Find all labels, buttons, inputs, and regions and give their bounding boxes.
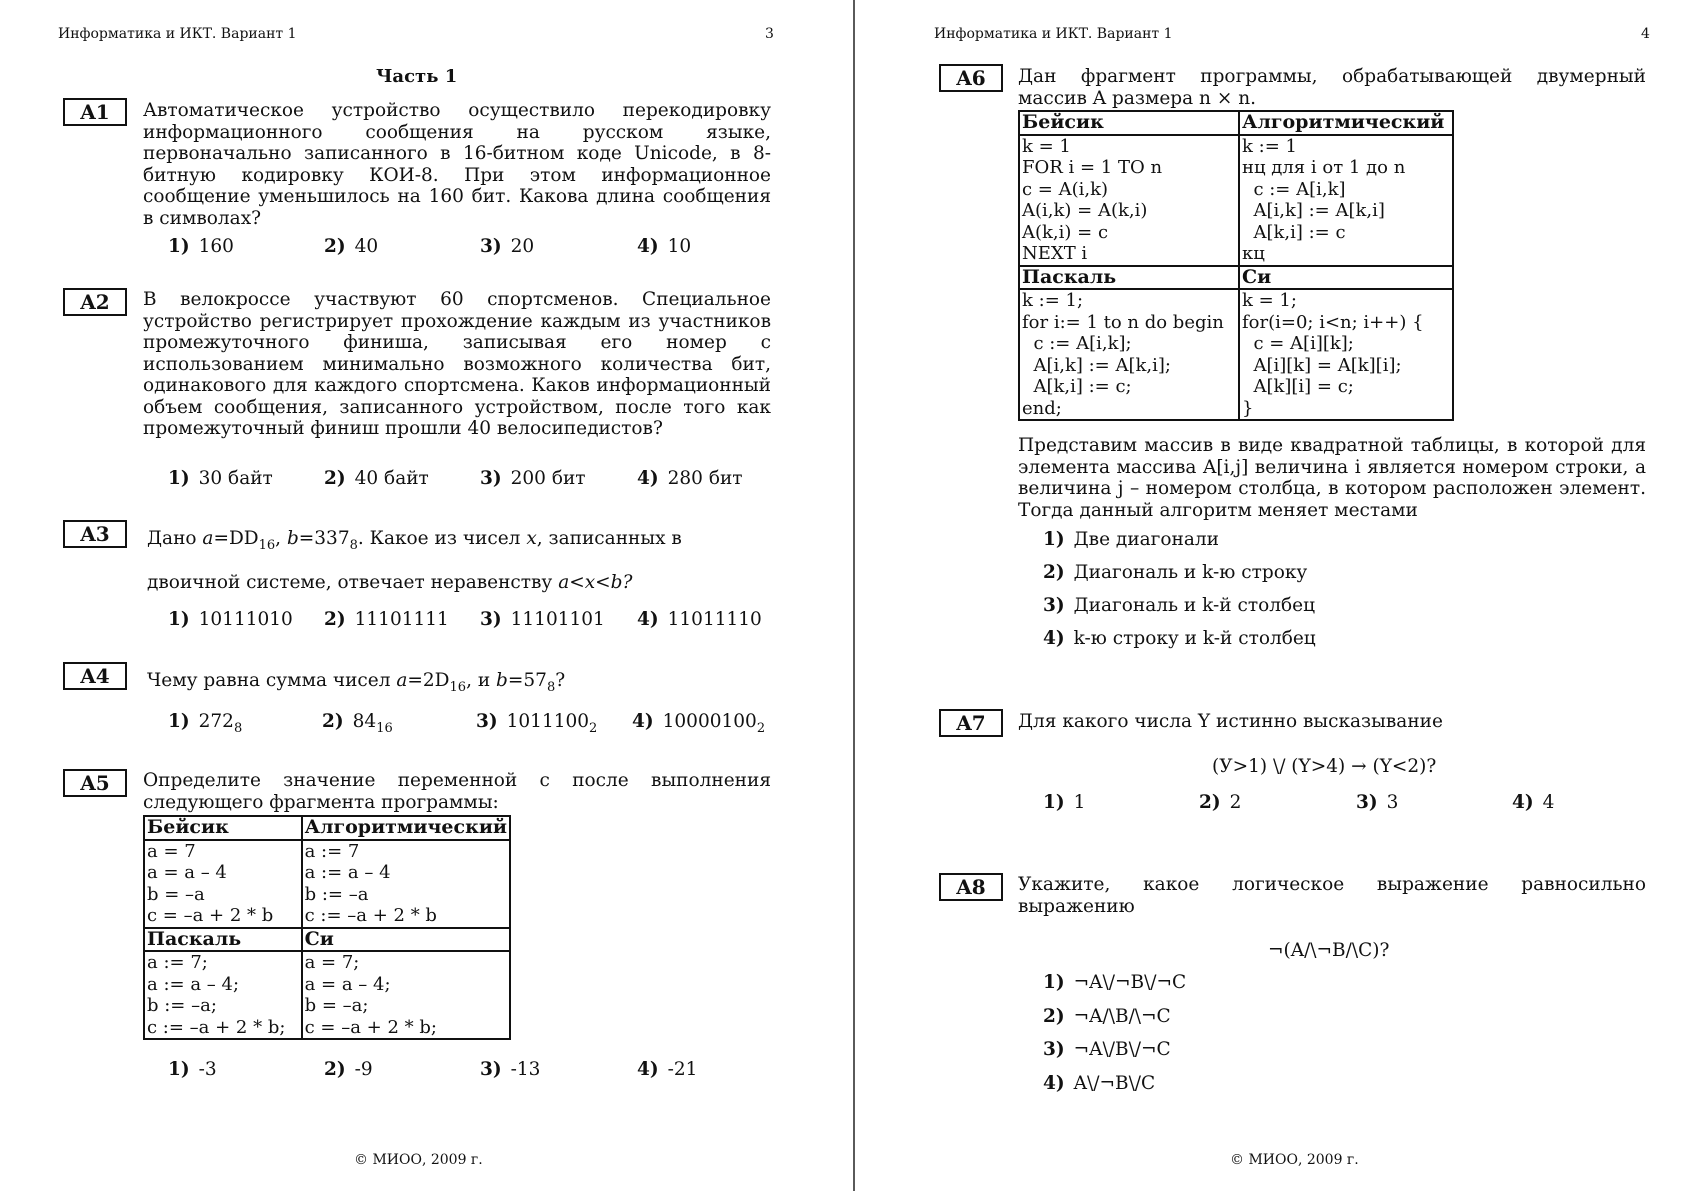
question-text-a4: Чему равна сумма чисел $a=2D_{16}$, и $b=57_8$? xyxy=(147,670,566,695)
table-header-c: Си xyxy=(1239,266,1453,290)
answer-option[interactable]: 2) ¬A/\B/\¬C xyxy=(1043,1006,1171,1027)
answer-option[interactable]: 4) -21 xyxy=(637,1059,698,1080)
question-text-a8: Укажите, какое логическое выражение равносильно выражению xyxy=(1018,874,1646,917)
answer-option[interactable]: 2) Диагональ и k-ю строку xyxy=(1043,562,1308,583)
code-cell-pascal: a := 7; a := a – 4; b := –a; c := –a + 2 * b; xyxy=(144,951,302,1039)
question-label-a4: A4 xyxy=(63,662,127,690)
code-table-a5 xyxy=(143,815,511,1040)
question-text-a3-line2: двоичной системе, отвечает неравенству a<x<b? xyxy=(147,572,633,593)
answer-option[interactable]: 1) 10111010 xyxy=(168,609,293,630)
code-cell-basic: a = 7 a = a – 4 b = –a c = –a + 2 * b xyxy=(144,840,302,928)
answer-option[interactable]: 2) 2 xyxy=(1199,792,1242,813)
answer-option[interactable]: 4) 4 xyxy=(1512,792,1555,813)
code-cell-c: a = 7; a = a – 4; b = –a; c = –a + 2 * b; xyxy=(302,951,510,1039)
table-header-algorithmic: Алгоритмический xyxy=(1239,111,1453,135)
code-cell-pascal: k := 1; for i:= 1 to n do begin c := A[i,k]; A[i,k] := A[k,i]; A[k,i] := c; end; xyxy=(1019,289,1239,420)
answer-option[interactable]: 4) A\/¬B\/C xyxy=(1043,1073,1156,1094)
page-footer: © МИОО, 2009 г. xyxy=(1230,1152,1359,1168)
answer-option[interactable]: 1) -3 xyxy=(168,1059,217,1080)
right-page xyxy=(856,0,1708,1191)
question-text-a3-line1: Дано $a=DD_{16}$, $b=337_8$. Какое из чисел x, записанных в xyxy=(147,528,682,553)
answer-option[interactable]: 2) 11101111 xyxy=(324,609,449,630)
code-cell-c: k = 1; for(i=0; i<n; i++) { c = A[i][k]; A[i][k] = A[k][i]; A[k][i] = c; } xyxy=(1239,289,1453,420)
code-cell-algorithmic: a := 7 a := a – 4 b := –a c := –a + 2 * b xyxy=(302,840,510,928)
question-text-a2: В велокроссе участвуют 60 спортсменов. Специальное устройство регистрирует прохождение каждым из участников промежуточного финиша, записывая его номер с использованием минимально возможного количества бит, одинакового для каждого спортсмена. Каков информационный объем сообщения, записанного устройством, после того как промежуточный финиш прошли 40 велосипедистов? xyxy=(143,289,771,439)
code-cell-basic: k = 1 FOR i = 1 TO n c = A(i,k) A(i,k) = A(k,i) A(k,i) = c NEXT i xyxy=(1019,135,1239,266)
answer-option[interactable]: 3) -13 xyxy=(480,1059,541,1080)
answer-option[interactable]: 1) 160 xyxy=(168,236,234,257)
answer-option[interactable]: 3) Диагональ и k-й столбец xyxy=(1043,595,1315,616)
table-header-basic: Бейсик xyxy=(144,816,302,840)
table-header-pascal: Паскаль xyxy=(144,928,302,952)
formula-a7: (У>1) \/ (Y>4) → (Y<2)? xyxy=(1212,756,1437,777)
question-text-a5: Определите значение переменной с после выполнения следующего фрагмента программы: xyxy=(143,770,771,813)
code-cell-algorithmic: k := 1 нц для i от 1 до n c := A[i,k] A[i,k] := A[k,i] A[k,i] := c кц xyxy=(1239,135,1453,266)
question-label-a7: A7 xyxy=(939,709,1003,737)
question-text-a6-continued: Представим массив в виде квадратной таблицы, в которой для элемента массива A[i,j] величина i является номером строки, а величина j – номером столбца, в котором расположен элемент. Тогда данный алгоритм меняет местами xyxy=(1018,435,1646,521)
part-title: Часть 1 xyxy=(376,66,458,87)
question-label-a6: A6 xyxy=(939,64,1003,92)
answer-option[interactable]: 4) 11011110 xyxy=(637,609,762,630)
formula-a8: ¬(A/\¬B/\C)? xyxy=(1268,940,1390,961)
page-number: 3 xyxy=(765,26,774,42)
answer-option[interactable]: 4) k-ю строку и k-й столбец xyxy=(1043,628,1316,649)
page-header: Информатика и ИКТ. Вариант 1 xyxy=(934,26,1173,42)
table-header-basic: Бейсик xyxy=(1019,111,1239,135)
question-text-a1: Автоматическое устройство осуществило перекодировку информационного сообщения на русском языке, первоначально записанного в 16-битном коде Unicode, в 8-битную кодировку КОИ-8. При этом информационное сообщение уменьшилось на 160 бит. Какова длина сообщения в символах? xyxy=(143,100,771,229)
answer-option[interactable]: 3) 11101101 xyxy=(480,609,605,630)
answer-option[interactable]: 4) $10000100_2$ xyxy=(632,711,766,736)
table-header-algorithmic: Алгоритмический xyxy=(302,816,510,840)
answer-option[interactable]: 1) $272_8$ xyxy=(168,711,243,736)
page-footer: © МИОО, 2009 г. xyxy=(354,1152,483,1168)
answer-option[interactable]: 2) 40 xyxy=(324,236,379,257)
code-table-a6 xyxy=(1018,110,1454,421)
answer-option[interactable]: 2) 40 байт xyxy=(324,468,429,489)
table-header-pascal: Паскаль xyxy=(1019,266,1239,290)
answer-option[interactable]: 2) -9 xyxy=(324,1059,373,1080)
answer-option[interactable]: 3) $1011100_2$ xyxy=(476,711,598,736)
answer-option[interactable]: 3) ¬A\/B\/¬C xyxy=(1043,1039,1171,1060)
question-label-a1: A1 xyxy=(63,98,127,126)
question-label-a3: A3 xyxy=(63,520,127,548)
answer-option[interactable]: 3) 20 xyxy=(480,236,535,257)
answer-option[interactable]: 1) 30 байт xyxy=(168,468,273,489)
question-label-a2: A2 xyxy=(63,288,127,316)
question-label-a8: A8 xyxy=(939,873,1003,901)
page-number: 4 xyxy=(1641,26,1650,42)
answer-option[interactable]: 2) $84_{16}$ xyxy=(322,711,393,736)
page-header: Информатика и ИКТ. Вариант 1 xyxy=(58,26,297,42)
answer-option[interactable]: 1) ¬A\/¬B\/¬C xyxy=(1043,972,1187,993)
table-header-c: Си xyxy=(302,928,510,952)
answer-option[interactable]: 4) 280 бит xyxy=(637,468,743,489)
answer-option[interactable]: 1) 1 xyxy=(1043,792,1086,813)
question-text-a7: Для какого числа Y истинно высказывание xyxy=(1018,711,1443,732)
answer-option[interactable]: 3) 200 бит xyxy=(480,468,586,489)
question-label-a5: A5 xyxy=(63,769,127,797)
answer-option[interactable]: 4) 10 xyxy=(637,236,692,257)
answer-option[interactable]: 1) Две диагонали xyxy=(1043,529,1219,550)
answer-option[interactable]: 3) 3 xyxy=(1356,792,1399,813)
question-text-a6: Дан фрагмент программы, обрабатывающей двумерный массив A размера n × n. xyxy=(1018,66,1646,109)
